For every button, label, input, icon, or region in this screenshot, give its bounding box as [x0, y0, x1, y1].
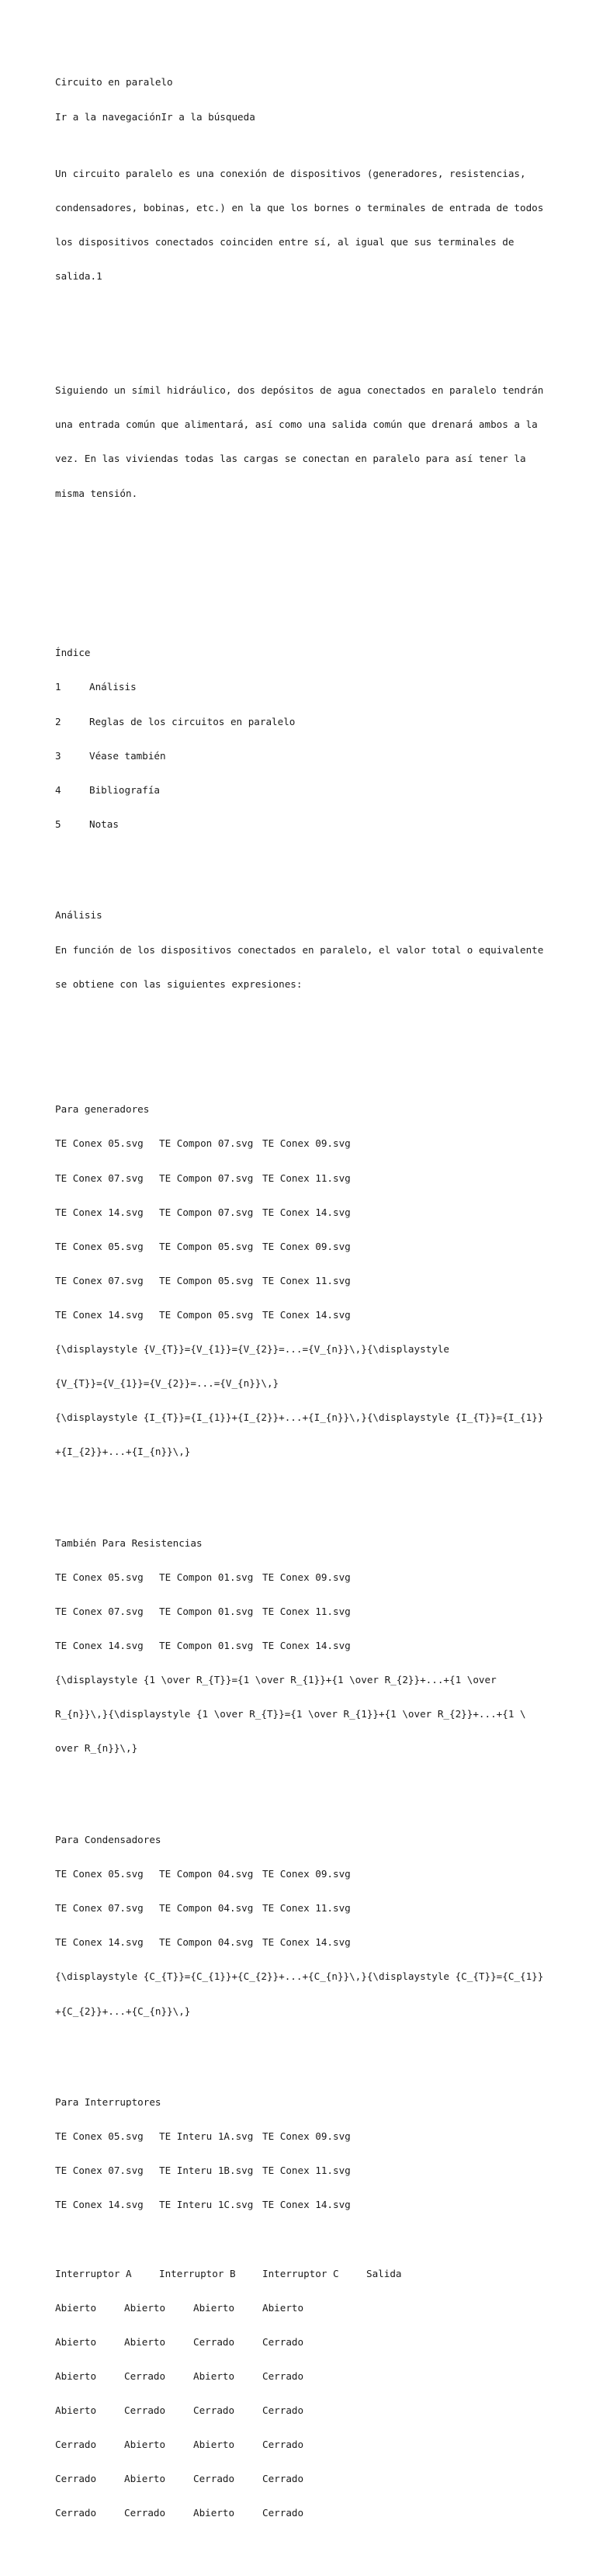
capacitors-section: [55, 1812, 552, 2040]
image-filename: TE Conex 07.svg: [55, 2165, 144, 2177]
formula-line: +{C_{2}}+...+{C_{n}}\,}: [55, 2005, 191, 2017]
image-filename: TE Conex 09.svg: [262, 1240, 351, 1252]
toc-label[interactable]: Bibliografía: [89, 783, 160, 796]
image-row: [55, 1572, 552, 1584]
image-filename: TE Conex 07.svg: [55, 1606, 144, 1618]
table-cell: Abierto: [55, 2369, 97, 2382]
image-filename: TE Compon 05.svg: [159, 1274, 254, 1286]
text-line: se obtiene con las siguientes expresiones:: [55, 977, 303, 990]
table-cell: Cerrado: [193, 2335, 235, 2348]
table-header: Interruptor C: [262, 2267, 339, 2279]
image-row: [55, 1207, 552, 1219]
table-cell: Cerrado: [262, 2369, 304, 2382]
image-filename: TE Compon 04.svg: [159, 1902, 254, 1915]
table-of-contents: [55, 625, 552, 853]
image-filename: TE Conex 05.svg: [55, 1240, 144, 1252]
resistors-section: [55, 1515, 552, 1777]
table-row: [55, 2405, 552, 2417]
image-filename: TE Conex 09.svg: [262, 1571, 351, 1583]
image-filename: TE Conex 07.svg: [55, 1172, 144, 1184]
image-filename: TE Compon 01.svg: [159, 1571, 254, 1583]
table-cell: Cerrado: [55, 2439, 97, 2451]
toc-item[interactable]: [55, 682, 552, 693]
image-filename: TE Conex 07.svg: [55, 1274, 144, 1286]
intro-paragraph: [55, 146, 552, 306]
image-filename: TE Interu 1C.svg: [159, 2199, 254, 2211]
spacer: [55, 545, 552, 557]
image-filename: TE Conex 11.svg: [262, 2165, 351, 2177]
table-cell: Cerrado: [262, 2439, 304, 2451]
spacer: [55, 328, 552, 340]
toc-label[interactable]: Notas: [89, 818, 119, 830]
formula-line: {\displaystyle {1 \over R_{T}}={1 \over R_{1}}+{1 \over R_{2}}+...+{1 \over: [55, 1674, 497, 1686]
generators-section: [55, 1081, 552, 1481]
formula-line: {\displaystyle {V_{T}}={V_{1}}={V_{2}}=...={V_{n}}\,}{\displaystyle: [55, 1342, 449, 1355]
toc-number: 1: [55, 681, 61, 693]
image-row: [55, 1173, 552, 1185]
toc-heading: Índice: [55, 647, 91, 659]
image-filename: TE Conex 14.svg: [55, 1308, 144, 1321]
image-filename: TE Interu 1B.svg: [159, 2165, 254, 2177]
image-filename: TE Conex 14.svg: [262, 1206, 351, 1218]
image-row: [55, 2165, 552, 2177]
table-header-row: [55, 2269, 552, 2280]
skip-navigation-links[interactable]: Ir a la navegaciónIr a la búsqueda: [55, 110, 255, 123]
image-row: [55, 2131, 552, 2143]
image-row: [55, 1241, 552, 1253]
image-filename: TE Compon 07.svg: [159, 1172, 254, 1184]
image-row: [55, 1937, 552, 1949]
image-filename: TE Conex 11.svg: [262, 1274, 351, 1286]
image-filename: TE Compon 05.svg: [159, 1308, 254, 1321]
image-filename: TE Conex 11.svg: [262, 1902, 351, 1915]
section-heading: Análisis: [55, 909, 102, 922]
toc-number: 4: [55, 783, 61, 796]
table-header: Interruptor A: [55, 2267, 132, 2279]
table-cell: Cerrado: [124, 2404, 166, 2416]
switches-section: [55, 2074, 552, 2565]
image-row: [55, 2199, 552, 2211]
image-filename: TE Conex 11.svg: [262, 1606, 351, 1618]
table-header: Salida: [366, 2267, 402, 2279]
spacer: [55, 1036, 552, 1047]
toc-label[interactable]: Reglas de los circuitos en paralelo: [89, 715, 296, 727]
table-cell: Abierto: [262, 2301, 304, 2314]
table-cell: Cerrado: [262, 2473, 304, 2485]
image-filename: TE Compon 07.svg: [159, 1137, 254, 1150]
image-filename: TE Conex 05.svg: [55, 1571, 144, 1583]
table-row: [55, 2371, 552, 2383]
image-filename: TE Conex 14.svg: [262, 1640, 351, 1652]
formula-line: {\displaystyle {C_{T}}={C_{1}}+{C_{2}}+...+{C_{n}}\,}{\displaystyle {C_{T}}={C_{1}}: [55, 1970, 544, 1983]
image-filename: TE Conex 14.svg: [55, 1206, 144, 1218]
table-cell: Abierto: [193, 2439, 235, 2451]
formula-line: {\displaystyle {I_{T}}={I_{1}}+{I_{2}}+...+{I_{n}}\,}{\displaystyle {I_{T}}={I_{1}}: [55, 1411, 544, 1424]
image-filename: TE Interu 1A.svg: [159, 2130, 254, 2143]
section-heading: Para Condensadores: [55, 1834, 161, 1846]
table-cell: Cerrado: [262, 2507, 304, 2519]
table-cell: Abierto: [55, 2301, 97, 2314]
table-cell: Abierto: [55, 2335, 97, 2348]
table-row: [55, 2337, 552, 2349]
image-filename: TE Conex 14.svg: [262, 1936, 351, 1949]
page-title: Circuito en paralelo: [55, 76, 173, 89]
text-line: salida.1: [55, 270, 102, 283]
image-filename: TE Conex 14.svg: [55, 1936, 144, 1949]
image-filename: TE Conex 09.svg: [262, 1868, 351, 1880]
formula-line: over R_{n}}\,}: [55, 1742, 138, 1755]
image-row: [55, 1310, 552, 1321]
image-filename: TE Conex 07.svg: [55, 1902, 144, 1915]
table-cell: Abierto: [124, 2473, 166, 2485]
section-heading: Para generadores: [55, 1103, 150, 1116]
image-row: [55, 1640, 552, 1652]
toc-number: 5: [55, 818, 61, 830]
toc-item[interactable]: [55, 819, 552, 831]
table-cell: Cerrado: [193, 2473, 235, 2485]
table-cell: Cerrado: [193, 2404, 235, 2416]
image-filename: TE Conex 05.svg: [55, 2130, 144, 2143]
image-filename: TE Compon 05.svg: [159, 1240, 254, 1252]
toc-item[interactable]: [55, 751, 552, 762]
section-heading: Para Interruptores: [55, 2096, 161, 2109]
formula-line: {V_{T}}={V_{1}}={V_{2}}=...={V_{n}}\,}: [55, 1377, 279, 1390]
analysis-section: [55, 887, 552, 1013]
table-cell: Cerrado: [124, 2369, 166, 2382]
image-row: [55, 1138, 552, 1150]
formula-line: +{I_{2}}+...+{I_{n}}\,}: [55, 1446, 191, 1458]
table-cell: Abierto: [124, 2335, 166, 2348]
table-cell: Abierto: [193, 2369, 235, 2382]
toc-item[interactable]: [55, 717, 552, 728]
table-header: Interruptor B: [159, 2267, 236, 2279]
image-row: [55, 1276, 552, 1287]
image-filename: TE Compon 04.svg: [159, 1936, 254, 1949]
section-heading: También Para Resistencias: [55, 1536, 203, 1549]
table-row: [55, 2508, 552, 2519]
spacer: [55, 579, 552, 591]
image-row: [55, 1606, 552, 1618]
table-cell: Abierto: [193, 2507, 235, 2519]
table-cell: Abierto: [124, 2301, 166, 2314]
image-row: [55, 1903, 552, 1915]
truth-table: [55, 2245, 552, 2542]
text-line: Siguiendo un símil hidráulico, dos depósitos de agua conectados en paralelo tendrán: [55, 384, 544, 397]
table-cell: Cerrado: [262, 2404, 304, 2416]
toc-label[interactable]: Véase también: [89, 749, 166, 762]
hydraulic-paragraph: [55, 363, 552, 522]
image-filename: TE Conex 09.svg: [262, 2130, 351, 2143]
table-cell: Cerrado: [55, 2507, 97, 2519]
toc-number: 2: [55, 715, 61, 727]
formula-line: R_{n}}\,}{\displaystyle {1 \over R_{T}}={1 \over R_{1}}+{1 \over R_{2}}+...+{1 \: [55, 1708, 526, 1720]
image-filename: TE Compon 04.svg: [159, 1868, 254, 1880]
text-line: En función de los dispositivos conectados en paralelo, el valor total o equivalente: [55, 943, 544, 956]
image-filename: TE Conex 14.svg: [262, 1308, 351, 1321]
table-cell: Abierto: [193, 2301, 235, 2314]
table-cell: Cerrado: [55, 2473, 97, 2485]
table-cell: Cerrado: [124, 2507, 166, 2519]
table-row: [55, 2474, 552, 2485]
image-filename: TE Compon 07.svg: [159, 1206, 254, 1218]
table-row: [55, 2303, 552, 2314]
text-line: los dispositivos conectados coinciden entre sí, al igual que sus terminales de: [55, 236, 515, 248]
toc-label[interactable]: Análisis: [89, 681, 137, 693]
text-line: Un circuito paralelo es una conexión de dispositivos (generadores, resistencias,: [55, 168, 526, 179]
image-filename: TE Conex 14.svg: [55, 1640, 144, 1652]
image-filename: TE Compon 01.svg: [159, 1640, 254, 1652]
image-filename: TE Conex 05.svg: [55, 1137, 144, 1150]
image-filename: TE Conex 14.svg: [262, 2199, 351, 2211]
text-line: vez. En las viviendas todas las cargas se conectan en paralelo para así tener la: [55, 453, 526, 465]
text-line: condensadores, bobinas, etc.) en la que los bornes o terminales de entrada de todos: [55, 202, 544, 214]
image-filename: TE Conex 14.svg: [55, 2199, 144, 2211]
text-line: una entrada común que alimentará, así como una salida común que drenará ambos a la: [55, 418, 538, 431]
toc-number: 3: [55, 749, 61, 762]
document-body: [55, 54, 552, 2576]
table-row: [55, 2439, 552, 2451]
image-filename: TE Conex 05.svg: [55, 1868, 144, 1880]
image-row: [55, 1869, 552, 1880]
table-cell: Abierto: [55, 2404, 97, 2416]
image-filename: TE Compon 01.svg: [159, 1606, 254, 1618]
table-cell: Cerrado: [262, 2335, 304, 2348]
toc-item[interactable]: [55, 785, 552, 797]
image-filename: TE Conex 11.svg: [262, 1172, 351, 1184]
table-cell: Abierto: [124, 2439, 166, 2451]
image-filename: TE Conex 09.svg: [262, 1137, 351, 1150]
text-line: misma tensión.: [55, 487, 138, 499]
